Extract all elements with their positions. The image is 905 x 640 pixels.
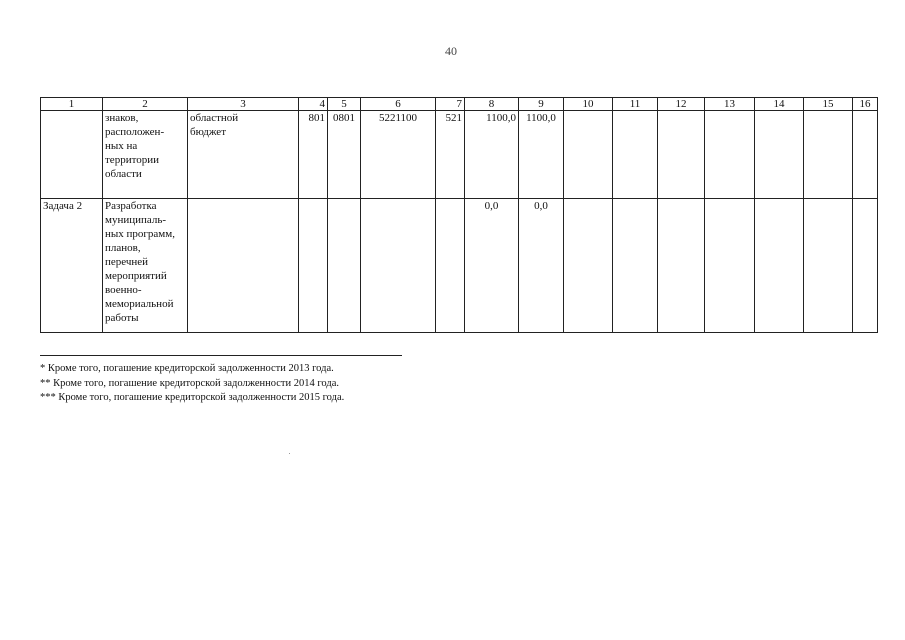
- description-line: территории: [105, 154, 160, 166]
- description-line: мероприятий: [105, 270, 167, 282]
- column-number: 9: [519, 98, 564, 111]
- code-cell: 0801: [328, 111, 361, 199]
- funding-source-cell: [188, 111, 299, 199]
- empty-cell: [613, 111, 658, 199]
- code-cell: [361, 199, 436, 333]
- footnote-2013: * Кроме того, погашение кредиторской задолженности 2013 года.: [40, 363, 334, 374]
- funding-source-cell: [188, 199, 299, 333]
- amount-cell: 0,0: [519, 199, 564, 333]
- column-number: 4: [299, 98, 328, 111]
- empty-cell: [564, 199, 613, 333]
- description-line: ных программ,: [105, 228, 175, 240]
- description-line: Разработка: [105, 200, 157, 212]
- column-number: 16: [853, 98, 878, 111]
- empty-cell: [658, 111, 705, 199]
- column-number: 2: [103, 98, 188, 111]
- task-cell: [41, 111, 103, 199]
- description-cell: [103, 199, 188, 333]
- table-row: [41, 111, 878, 199]
- column-number: 3: [188, 98, 299, 111]
- code-cell: [436, 199, 465, 333]
- empty-cell: [705, 199, 755, 333]
- column-number: 10: [564, 98, 613, 111]
- description-line: работы: [105, 312, 139, 324]
- empty-cell: [705, 111, 755, 199]
- empty-cell: [613, 199, 658, 333]
- amount-cell: 1100,0: [465, 111, 519, 199]
- amount-cell: 0,0: [465, 199, 519, 333]
- description-line: планов,: [105, 242, 141, 254]
- table-row: [41, 199, 878, 333]
- column-number: 12: [658, 98, 705, 111]
- code-cell: 5221100: [361, 111, 436, 199]
- footnotes: [40, 355, 402, 406]
- code-cell: [299, 199, 328, 333]
- footnote-2015: *** Кроме того, погашение кредиторской задолженности 2015 года.: [40, 392, 345, 403]
- footnote-separator: [40, 355, 402, 362]
- empty-cell: [853, 199, 878, 333]
- column-number: 6: [361, 98, 436, 111]
- description-line: знаков,: [105, 112, 139, 124]
- description-cell: [103, 111, 188, 199]
- table-header-row: [41, 98, 878, 111]
- empty-cell: [658, 199, 705, 333]
- description-line: расположен-: [105, 126, 165, 138]
- amount-cell: 1100,0: [519, 111, 564, 199]
- column-number: 8: [465, 98, 519, 111]
- empty-cell: [755, 111, 804, 199]
- description-line: муниципаль-: [105, 214, 167, 226]
- code-cell: 521: [436, 111, 465, 199]
- empty-cell: [804, 199, 853, 333]
- description-line: области: [105, 168, 142, 180]
- column-number: 1: [41, 98, 103, 111]
- column-number: 11: [613, 98, 658, 111]
- footnote-2014: ** Кроме того, погашение кредиторской задолженности 2014 года.: [40, 377, 339, 389]
- task-cell: Задача 2: [41, 199, 103, 333]
- scan-speck: [289, 453, 290, 454]
- column-number: 14: [755, 98, 804, 111]
- description-line: ных на: [105, 140, 138, 152]
- funding-source-line: бюджет: [190, 126, 226, 138]
- page-number: 40: [445, 44, 457, 58]
- empty-cell: [755, 199, 804, 333]
- empty-cell: [804, 111, 853, 199]
- empty-cell: [564, 111, 613, 199]
- empty-cell: [853, 111, 878, 199]
- code-cell: 801: [299, 111, 328, 199]
- column-number: 15: [804, 98, 853, 111]
- column-number: 5: [328, 98, 361, 111]
- code-cell: [328, 199, 361, 333]
- description-line: военно-: [105, 284, 142, 296]
- column-number: 13: [705, 98, 755, 111]
- description-line: перечней: [105, 256, 149, 268]
- budget-table: [40, 97, 878, 333]
- description-line: мемориальной: [105, 298, 174, 310]
- funding-source-line: областной: [190, 112, 239, 124]
- column-number: 7: [436, 98, 465, 111]
